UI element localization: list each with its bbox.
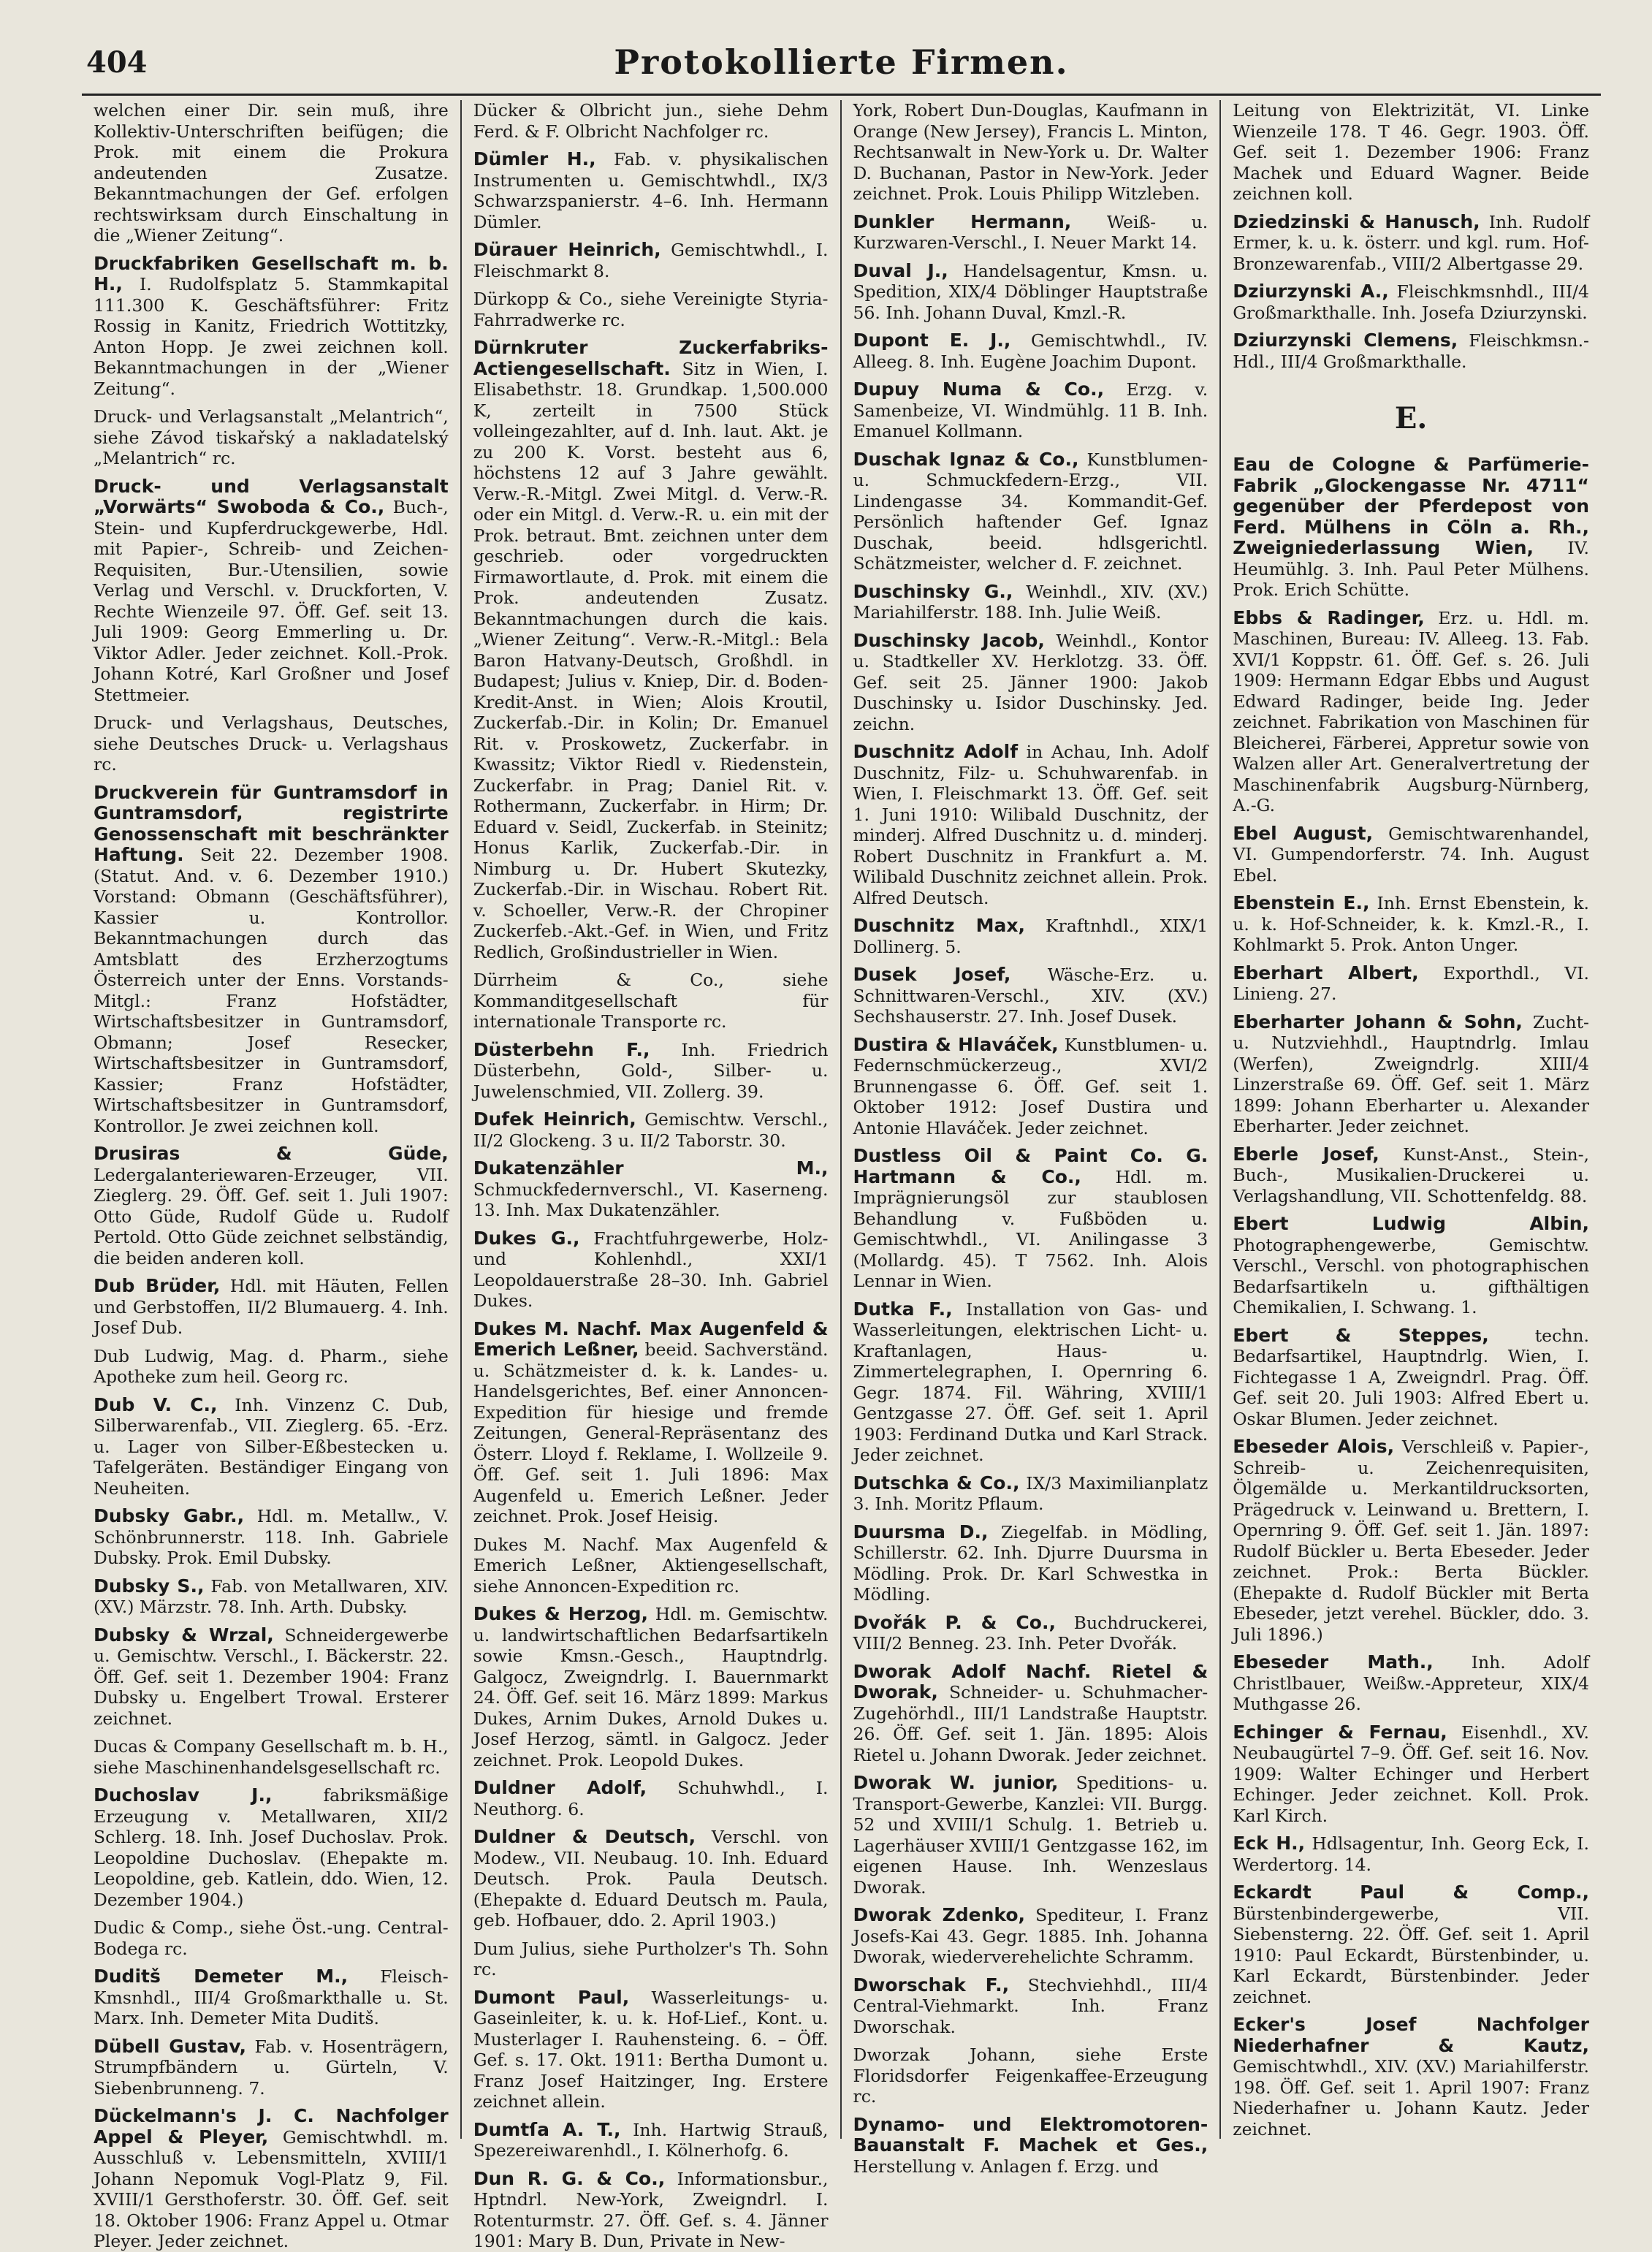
- firm-entry: [1233, 1437, 1589, 1645]
- firm-name: Duschinsky G.,: [853, 580, 1013, 602]
- firm-details: Buch-, Stein- und Kupferdruckgewerbe, Hdl. mit Papier-, Schreib- und Zeichen-Requisiten, Bur.-Utensilien, sowie Verlag und Verschl. v. Druckforten, V. Rechte Wienzeile 97. Öff. Gef. seit 13. Juli 1909: Georg Emmerling u. Dr. Viktor Adler. Jeder zeichnet. Koll.-Prok. Johann Kotré, Karl Großner und Josef Stettmeier.: [94, 497, 449, 705]
- firm-name: Duchoslav J.,: [94, 1784, 273, 1806]
- firm-name: Dukes M. Nachf. Max Augenfeld & Emerich Leßner,: [473, 1317, 829, 1360]
- firm-details: Dub Ludwig, Mag. d. Pharm., siehe Apotheke zum heil. Georg rc.: [94, 1345, 449, 1387]
- directory-columns: [82, 100, 1601, 2251]
- firm-details: Weinhdl., Kontor u. Stadtkeller XV. Herklotzg. 33. Öff. Gef. seit 25. Jänner 1900: Jakob Duschinsky u. Isidor Duschinsky. Jed. zeichn.: [853, 630, 1208, 734]
- firm-name: Dubsky Gabr.,: [94, 1505, 245, 1526]
- firm-name: Dürnkruter Zuckerfabriks-Actiengesellschaft.: [473, 337, 829, 379]
- firm-entry: [1233, 212, 1589, 275]
- firm-entry: [853, 631, 1208, 735]
- firm-entry: [473, 240, 829, 281]
- firm-entry: [473, 1319, 829, 1527]
- firm-entry: [853, 1299, 1208, 1466]
- firm-details: Ducas & Company Gesellschaft m. b. H., siehe Maschinenhandelsgesellschaft rc.: [94, 1736, 449, 1778]
- firm-entry: [853, 330, 1208, 372]
- firm-details: welchen einer Dir. sein muß, ihre Kollektiv-Unterschriften beifügen; die Prok. mit einem die Prokura andeutenden Zusatze. Bekanntmachungen der Gef. erfolgen rechtswirksam durch Einschaltung in die „Wiener Zeitung“.: [94, 100, 449, 246]
- firm-details: IX/3 Maximilianplatz 3. Inh. Moritz Pflaum.: [853, 1472, 1208, 1514]
- firm-entry: [1233, 1325, 1589, 1430]
- firm-details: Exporthdl., VI. Linieng. 27.: [1233, 962, 1589, 1004]
- firm-details: Seit 22. Dezember 1908. (Statut. And. v. 6. Dezember 1910.) Vorstand: Obmann (Geschäftsführer), Kassier u. Kontrollor. Bekanntmachungen durch das Amtsblatt des Erzherzogtums Österreich unter der Enns. Vorstands-Mitgl.: Franz Hofstädter, Wirtschaftsbesitzer in Guntramsdorf, Obmann; Josef Resecker, Wirtschaftsbesitzer in Guntramsdorf, Kassier; Franz Hofstädter, Wirtschaftsbesitzer in Guntramsdorf, Kontrollor. Je zwei zeichnen koll.: [94, 845, 449, 1136]
- firm-entry: [853, 1146, 1208, 1292]
- firm-details: Dürkopp & Co., siehe Vereinigte Styria-Fahrradwerke rc.: [473, 289, 829, 330]
- firm-details: Installation von Gas- und Wasserleitungen, elektrischen Licht- u. Kraftanlagen, Haus- u. Zimmertelegraphen, I. Opernring 6. Gegr. 1874. Fil. Währing, XVIII/1 Gentzgasse 27. Öff. Gef. seit 1. April 1903: Ferdinand Dutka und Karl Strack. Jeder zeichnet.: [853, 1298, 1208, 1465]
- firm-entry: [1233, 1722, 1589, 1827]
- firm-entry: [853, 379, 1208, 442]
- firm-details: Schmuckfedernverschl., VI. Kaserneng. 13. Inh. Max Dukatenzähler.: [473, 1179, 829, 1220]
- firm-details: Fleischkmsn.-Hdl., III/4 Großmarkthalle.: [1233, 330, 1589, 372]
- firm-details: Stechviehhdl., III/4 Central-Viehmarkt. Inh. Franz Dworschak.: [853, 1974, 1208, 2037]
- firm-name: Duval J.,: [853, 259, 948, 281]
- firm-details: Inh. Hartwig Strauß, Spezereiwarenhdl., I. Kölnerhofg. 6.: [473, 2119, 829, 2161]
- firm-entry: [473, 2169, 829, 2252]
- firm-details: Dum Julius, siehe Purtholzer's Th. Sohn rc.: [473, 1938, 829, 1979]
- firm-name: Dukes G.,: [473, 1227, 580, 1249]
- firm-entry: [1233, 1144, 1589, 1207]
- firm-name: Dückelmann's J. C. Nachfolger Appel & Pleyer,: [94, 2105, 449, 2148]
- column-2: [462, 100, 842, 2251]
- firm-entry: [94, 1346, 449, 1388]
- firm-details: Zucht- u. Nutzviehhdl., Hauptndrlg. Imlau (Werfen), Zweigndrlg. XIII/4 Linzerstraße 69. Öff. Gef. seit 1. März 1899: Johann Eberharter u. Alexander Eberharter. Jeder zeichnet.: [1233, 1011, 1589, 1136]
- firm-entry: [853, 261, 1208, 324]
- firm-entry: [94, 1736, 449, 1778]
- firm-details: Dworzak Johann, siehe Erste Floridsdorfer Feigenkaffee-Erzeugung rc.: [853, 2044, 1208, 2107]
- firm-entry: [94, 100, 449, 246]
- firm-details: Fab. v. physikalischen Instrumenten u. Gemischtwhdl., IX/3 Schwarzspanierstr. 4–6. Inh. Hermann Dümler.: [473, 149, 829, 232]
- firm-details: Speditions- u. Transport-Gewerbe, Kanzlei: VII. Burgg. 52 und XVIII/1 Schulg. 1. Betrieb u. Lagerhäuser XVIII/1 Gentzgasse 162, im eigenen Hause. Inh. Wenzeslaus Dworak.: [853, 1773, 1208, 1898]
- firm-name: Dutschka & Co.,: [853, 1472, 1020, 1494]
- firm-details: Photographengewerbe, Gemischtw. Verschl., Verschl. von photographischen Bedarfsartikeln u. gifthältigen Chemikalien, I. Schwang. 1.: [1233, 1234, 1589, 1317]
- firm-details: Kunstblumen- u. Schmuckfedern-Erzg., VII. Lindengasse 34. Kommandit-Gef. Persönlich haftender Gef. Ignaz Duschak, beeid. hdlsgerichtl. Schätzmeister, welcher d. F. zeichnet.: [853, 449, 1208, 574]
- firm-name: Ebert Ludwig Albin,: [1233, 1213, 1589, 1234]
- firm-details: Herstellung v. Anlagen f. Erzg. und: [853, 2156, 1159, 2177]
- firm-name: Dürauer Heinrich,: [473, 239, 661, 260]
- running-title: Protokollierte Firmen.: [614, 42, 1069, 82]
- firm-name: Dworak W. junior,: [853, 1772, 1059, 1793]
- firm-name: Eckardt Paul & Comp.,: [1233, 1882, 1589, 1903]
- firm-details: Bürstenbindergewerbe, VII. Siebensterng. 22. Öff. Gef. seit 1. April 1910: Paul Eckardt, Bürstenbinder, u. Karl Eckardt, Bürstenbinder. Jeder zeichnet.: [1233, 1903, 1589, 2007]
- firm-entry: [1233, 963, 1589, 1005]
- firm-name: Dworak Zdenko,: [853, 1904, 1026, 1925]
- firm-entry: [853, 100, 1208, 205]
- column-4: [1221, 100, 1601, 2139]
- firm-entry: [473, 1987, 829, 2112]
- firm-details: Fleischkmsnhdl., III/4 Großmarkthalle. Inh. Josefa Dziurzynski.: [1233, 281, 1589, 323]
- firm-name: Dun R. G. & Co.,: [473, 2167, 666, 2189]
- firm-entry: [94, 1966, 449, 2029]
- column-1: [82, 100, 462, 2251]
- firm-name: Dukatenzähler M.,: [473, 1157, 829, 1179]
- firm-entry: [473, 1827, 829, 1931]
- firm-entry: [94, 254, 449, 400]
- firm-details: Ledergalanteriewaren-Erzeuger, VII. Zieglerg. 29. Öff. Gef. seit 1. Juli 1907: Otto Güde, Rudolf Güde u. Rudolf Pertold. Otto Güde zeichnet selbständig, die beiden anderen koll.: [94, 1164, 449, 1268]
- firm-name: Dub V. C.,: [94, 1393, 218, 1415]
- firm-name: Echinger & Fernau,: [1233, 1721, 1447, 1743]
- firm-name: Dubsky & Wrzal,: [94, 1624, 274, 1646]
- firm-entry: [473, 289, 829, 330]
- firm-entry: [1233, 100, 1589, 205]
- firm-details: Gemischtwhdl., IV. Alleeg. 8. Inh. Eugène Joachim Dupont.: [853, 330, 1208, 372]
- firm-details: Gemischtwarenhandel, VI. Gumpendorferstr. 74. Inh. August Ebel.: [1233, 823, 1589, 886]
- firm-entry: [853, 742, 1208, 908]
- firm-entry: [94, 1506, 449, 1569]
- section-letter-heading: E.: [1394, 401, 1428, 435]
- firm-details: Druck- und Verlagsanstalt „Melantrich“, siehe Závod tiskařský a nakladatelský „Melantrich“ rc.: [94, 406, 449, 468]
- firm-name: Duursma D.,: [853, 1521, 989, 1542]
- firm-entry: [1233, 823, 1589, 886]
- firm-details: Informationsbur., Hptndrl. New-York, Zweigndrl. I. Rotenturmstr. 27. Öff. Gef. s. 4. Jänner 1901: Mary B. Dun, Private in New-: [473, 2168, 829, 2251]
- firm-details: fabriksmäßige Erzeugung v. Metallwaren, XII/2 Schlerg. 18. Inh. Josef Duchoslav. Prok. Leopoldine Duchoslav. (Ehepakte m. Leopoldine, geb. Katlein, ddo. Wien, 12. Dezember 1904.): [94, 1785, 449, 1910]
- firm-name: Dziurzynski A.,: [1233, 281, 1389, 302]
- firm-name: Ecker's Josef Nachfolger Niederhafner & Kautz,: [1233, 2014, 1589, 2056]
- firm-entry: [94, 2106, 449, 2252]
- firm-details: Weinhdl., XIV. (XV.) Mariahilferstr. 188. Inh. Julie Weiß.: [853, 581, 1208, 623]
- firm-entry: [473, 1228, 829, 1312]
- firm-entry: [94, 1144, 449, 1268]
- firm-name: Ebeseder Math.,: [1233, 1651, 1434, 1673]
- column-3: [842, 100, 1222, 2177]
- firm-name: Dustira & Hlaváček,: [853, 1033, 1059, 1055]
- firm-details: Wasserleitungs- u. Gaseinleiter, k. u. k. Hof-Lief., Kont. u. Musterlager I. Rauhensteing. 6. – Öff. Gef. s. 17. Okt. 1911: Bertha Dumont u. Franz Josef Haitzinger, Ing. Erstere zeichnet allein.: [473, 1987, 829, 2112]
- firm-name: Eberharter Johann & Sohn,: [1233, 1011, 1523, 1032]
- firm-name: Ebert & Steppes,: [1233, 1324, 1489, 1346]
- firm-name: Dübell Gustav,: [94, 2035, 246, 2057]
- firm-details: Gemischtw. Verschl., II/2 Glockeng. 3 u. II/2 Taborstr. 30.: [473, 1109, 829, 1151]
- firm-details: Kraftnhdl., XIX/1 Dollinerg. 5.: [853, 916, 1208, 957]
- firm-details: Spediteur, I. Franz Josefs-Kai 43. Gegr. 1885. Inh. Johanna Dworak, wiederverehelichte Schramm.: [853, 1905, 1208, 1967]
- firm-name: Dufek Heinrich,: [473, 1108, 636, 1130]
- firm-entry: [94, 1395, 449, 1499]
- firm-details: York, Robert Dun-Douglas, Kaufmann in Orange (New Jersey), Francis L. Minton, Rechtsanwalt in New-York u. Dr. Walter D. Buchanan, Pastor in New-York. Jeder zeichnet. Prok. Louis Philipp Witzleben.: [853, 100, 1208, 204]
- firm-name: Druckverein für Guntramsdorf in Guntramsdorf, registrirte Genossenschaft mit beschränkter Haftung.: [94, 781, 449, 865]
- firm-name: Duschnitz Max,: [853, 915, 1025, 936]
- firm-entry: [853, 1035, 1208, 1139]
- firm-name: Duschak Ignaz & Co.,: [853, 448, 1079, 470]
- firm-entry: [853, 1662, 1208, 1766]
- firm-name: Eau de Cologne & Parfümerie-Fabrik „Glockengasse Nr. 4711“ gegenüber der Pferdepost von Ferd. Mülhens in Cöln a. Rh., Zweigniederlassung Wien,: [1233, 454, 1589, 558]
- firm-name: Duschinsky Jacob,: [853, 629, 1045, 651]
- firm-details: Gemischtwhdl., I. Fleischmarkt 8.: [473, 240, 829, 281]
- firm-entry: [473, 1040, 829, 1103]
- firm-entry: [473, 1158, 829, 1221]
- firm-name: Eberhart Albert,: [1233, 962, 1419, 984]
- firm-name: Eck H.,: [1233, 1833, 1306, 1854]
- firm-name: Dümler H.,: [473, 148, 596, 170]
- firm-entry: [473, 149, 829, 232]
- firm-details: Fab. v. Hosenträgern, Strumpfbändern u. Gürteln, V. Siebenbrunneng. 7.: [94, 2036, 449, 2099]
- firm-entry: [473, 1534, 829, 1597]
- firm-entry: [853, 1473, 1208, 1515]
- firm-entry: [1233, 1652, 1589, 1715]
- firm-entry: [853, 582, 1208, 623]
- firm-name: Dustless Oil & Paint Co. G. Hartmann & Co.,: [853, 1145, 1208, 1187]
- firm-details: Hdl. m. Imprägnierungsöl zur staublosen Behandlung v. Fußböden u. Gemischtwhdl., VI. Anilingasse 3 (Mollardg. 45). T 7562. Inh. Alois Lennar in Wien.: [853, 1166, 1208, 1291]
- firm-entry: [94, 712, 449, 775]
- firm-name: Dupont E. J.,: [853, 330, 1011, 351]
- page-number: 404: [86, 45, 148, 80]
- firm-entry: [853, 1905, 1208, 1968]
- firm-details: Buchdruckerei, VIII/2 Benneg. 23. Inh. Peter Dvořák.: [853, 1612, 1208, 1654]
- firm-entry: [853, 1522, 1208, 1605]
- firm-details: IV. Heumühlg. 3. Inh. Paul Peter Mülhens. Prok. Erich Schütte.: [1233, 538, 1589, 600]
- firm-entry: [853, 916, 1208, 957]
- firm-name: Dumont Paul,: [473, 1986, 630, 2008]
- firm-details: Frachtfuhrgewerbe, Holz- und Kohlenhdl., XXI/1 Leopoldauerstraße 28–30. Inh. Gabriel Dukes.: [473, 1228, 829, 1311]
- firm-name: Ebbs & Radinger,: [1233, 606, 1425, 628]
- firm-name: Dupuy Numa & Co.,: [853, 378, 1105, 400]
- firm-details: Weiß- u. Kurzwaren-Verschl., I. Neuer Markt 14.: [853, 211, 1208, 253]
- firm-details: Hdl. m. Metallw., V. Schönbrunnerstr. 118. Inh. Gabriele Dubsky. Prok. Emil Dubsky.: [94, 1506, 449, 1568]
- firm-entry: [853, 1975, 1208, 2038]
- firm-details: Erzg. v. Samenbeize, VI. Windmühlg. 11 B. Inh. Emanuel Kollmann.: [853, 379, 1208, 441]
- firm-name: Ebenstein E.,: [1233, 892, 1370, 913]
- firm-details: Erz. u. Hdl. m. Maschinen, Bureau: IV. Alleeg. 13. Fab. XVI/1 Koppstr. 61. Öff. Gef. s. 26. Juli 1909: Hermann Edgar Ebbs und August Edward Radinger, beide Ing. Jeder zeichnet. Fabrikation von Maschinen für Bleicherei, Färberei, Appretur sowie von Walzen aller Art. Generalvertretung der Maschinenfabrik Augsburg-Nürnberg, A.-G.: [1233, 607, 1589, 815]
- firm-details: Ziegelfab. in Mödling, Schillerstr. 62. Inh. Djurre Duursma in Mödling. Prok. Dr. Karl Schwestka in Mödling.: [853, 1521, 1208, 1605]
- firm-name: Dusek Josef,: [853, 964, 1011, 985]
- firm-details: beeid. Sachverständ. u. Schätzmeister d. k. k. Landes- u. Handelsgerichtes, Bef. einer Annoncen-Expedition für hiesige und fremde Zeitungen, General-Repräsentanz des Österr. Lloyd f. Reklame, I. Wollzeile 9. Öff. Gef. seit 1. Juli 1896: Max Augenfeld u. Emerich Leßner. Jeder zeichnet. Prok. Josef Heisig.: [473, 1339, 829, 1526]
- firm-name: Duldner & Deutsch,: [473, 1826, 696, 1847]
- firm-entry: [473, 1604, 829, 1770]
- firm-name: Dukes & Herzog,: [473, 1603, 649, 1624]
- firm-entry: [94, 1785, 449, 1910]
- firm-name: Eberle Josef,: [1233, 1143, 1379, 1165]
- firm-name: Druckfabriken Gesellschaft m. b. H.,: [94, 252, 449, 294]
- firm-entry: [1233, 1214, 1589, 1318]
- firm-details: Kunstblumen- u. Federnschmückerzeug., XVI/2 Brunnengasse 6. Öff. Gef. seit 1. Oktober 1912: Josef Dustira und Antonie Hlaváček. Jeder zeichnet.: [853, 1034, 1208, 1138]
- firm-name: Dubsky S.,: [94, 1575, 205, 1597]
- firm-entry: [94, 1625, 449, 1730]
- firm-name: Ebeseder Alois,: [1233, 1436, 1395, 1457]
- firm-name: Duldner Adolf,: [473, 1777, 647, 1798]
- firm-name: Dutka F.,: [853, 1298, 953, 1320]
- firm-name: Dumtſa A. T.,: [473, 2118, 621, 2140]
- firm-details: Gemischtwhdl. m. Ausschluß v. Lebensmitteln, XVIII/1 Johann Nepomuk Vogl-Platz 9, Fil. XVIII/1 Gersthoferstr. 30. Öff. Gef. seit 18. Oktober 1906: Franz Appel u. Otmar Pleyer. Jeder zeichnet.: [94, 2126, 449, 2251]
- firm-details: Inh. Rudolf Ermer, k. u. k. österr. und kgl. rum. Hof-Bronzewarenfab., VIII/2 Albertgasse 29.: [1233, 211, 1589, 274]
- firm-name: Dub Brüder,: [94, 1275, 221, 1296]
- firm-details: Schuhwhdl., I. Neuthorg. 6.: [473, 1778, 829, 1819]
- firm-entry: [473, 100, 829, 142]
- firm-entry: [94, 406, 449, 469]
- firm-details: Dürrheim & Co., siehe Kommanditgesellschaft für internationale Transporte rc.: [473, 970, 829, 1032]
- firm-details: Fab. von Metallwaren, XIV. (XV.) Märzstr. 78. Inh. Arth. Dubsky.: [94, 1575, 449, 1617]
- firm-entry: [1233, 608, 1589, 816]
- firm-entry: [853, 1613, 1208, 1654]
- firm-details: Eisenhdl., XV. Neubaugürtel 7–9. Öff. Gef. seit 16. Nov. 1909: Walter Echinger und Herbert Echinger. Jeder zeichnet. Koll. Prok. Karl Kirch.: [1233, 1722, 1589, 1826]
- page-header: [82, 35, 1601, 96]
- firm-entry: [94, 476, 449, 706]
- firm-entry: [853, 965, 1208, 1027]
- firm-entry: [1233, 1012, 1589, 1137]
- firm-name: Drusiras & Güde,: [94, 1143, 449, 1164]
- firm-entry: [1233, 281, 1589, 323]
- firm-details: Hdl. m. Gemischtw. u. landwirtschaftlichen Bedarfsartikeln sowie Kmsn.-Gesch., Hauptndrlg. Galgocz, Zweigndrlg. I. Bauernmarkt 24. Öff. Gef. seit 16. März 1899: Markus Dukes, Arnim Dukes, Arnold Dukes u. Josef Herzog, sämtl. in Galgocz. Jeder zeichnet. Prok. Leopold Dukes.: [473, 1604, 829, 1770]
- firm-entry: [1233, 1833, 1589, 1875]
- firm-details: Verschleiß v. Papier-, Schreib- u. Zeichenrequisiten, Ölgemälde u. Merkantildrucksorten, Prägedruck v. Leinwand u. Brettern, I. Opernring 9. Öff. Gef. seit 1. Jän. 1897: Rudolf Bückler u. Berta Ebeseder. Jeder zeichnet. Prok.: Berta Bückler. (Ehepakte d. Rudolf Bückler mit Berta Ebeseder, jetzt verehel. Bückler, ddo. 3. Juli 1896.): [1233, 1437, 1589, 1645]
- firm-entry: [1233, 330, 1589, 372]
- firm-entry: [1233, 2015, 1589, 2139]
- firm-details: Dücker & Olbricht jun., siehe Dehm Ferd. & F. Olbricht Nachfolger rc.: [473, 100, 829, 142]
- firm-entry: [853, 2044, 1208, 2107]
- firm-name: Druck- und Verlagsanstalt „Vorwärts“ Swoboda & Co.,: [94, 475, 449, 517]
- firm-entry: [473, 2120, 829, 2161]
- firm-name: Dunkler Hermann,: [853, 210, 1072, 232]
- firm-details: Dudic & Comp., siehe Öst.-ung. Central-Bodega rc.: [94, 1917, 449, 1959]
- firm-entry: [853, 449, 1208, 574]
- firm-name: Dworak Adolf Nachf. Rietel & Dworak,: [853, 1660, 1208, 1703]
- firm-details: Dukes M. Nachf. Max Augenfeld & Emerich Leßner, Aktiengesellschaft, siehe Annoncen-Expedition rc.: [473, 1534, 829, 1597]
- firm-entry: [1233, 1882, 1589, 2007]
- firm-details: Gemischtwhdl., XIV. (XV.) Mariahilferstr. 198. Öff. Gef. seit 1. April 1907: Franz Niederhafner u. Johann Kautz. Jeder zeichnet.: [1233, 2056, 1589, 2139]
- firm-details: Fleisch-Kmsnhdl., III/4 Großmarkthalle u. St. Marx. Inh. Demeter Mita Duditš.: [94, 1966, 449, 2028]
- firm-details: Inh. Friedrich Düsterbehn, Gold-, Silber- u. Juwelenschmied, VII. Zollerg. 39.: [473, 1039, 829, 1102]
- firm-entry: [853, 212, 1208, 254]
- firm-entry: [473, 338, 829, 962]
- firm-name: Duschnitz Adolf: [853, 741, 1019, 762]
- firm-details: I. Rudolfsplatz 5. Stammkapital 111.300 K. Geschäftsführer: Fritz Rossig in Kanitz, Friedrich Wottitzky, Anton Hopp. Je zwei zeichnen koll. Bekanntmachungen in der „Wiener Zeitung“.: [94, 274, 449, 399]
- firm-name: Düsterbehn F.,: [473, 1038, 650, 1060]
- firm-name: Dworschak F.,: [853, 1974, 1010, 1996]
- firm-entry: [853, 2115, 1208, 2177]
- firm-details: Schneidergewerbe u. Gemischtw. Verschl., I. Bäckerstr. 22. Öff. Gef. seit 1. Dezember 1904: Franz Dubsky u. Engelbert Trowal. Ersterer zeichnet.: [94, 1624, 449, 1729]
- firm-details: Schneider- u. Schuhmacher-Zugehörhdl., III/1 Landstraße Hauptstr. 26. Öff. Gef. seit 1. Jän. 1895: Alois Rietel u. Johann Dworak. Jeder zeichnet.: [853, 1682, 1208, 1765]
- firm-details: Inh. Adolf Christlbauer, Weißw.-Appreteur, XIX/4 Muthgasse 26.: [1233, 1652, 1589, 1714]
- firm-details: Wäsche-Erz. u. Schnittwaren-Verschl., XIV. (XV.) Sechshauserstr. 27. Inh. Josef Dusek.: [853, 965, 1208, 1027]
- firm-details: in Achau, Inh. Adolf Duschnitz, Filz- u. Schuhwarenfab. in Wien, I. Fleischmarkt 13. Öff. Gef. seit 1. Juni 1910: Wilibald Duschnitz, der minderj. Alfred Duschnitz u. d. minderj. Robert Duschnitz in Frankfurt a. M. Wilibald Duschnitz zeichnet allein. Prok. Alfred Deutsch.: [853, 742, 1208, 908]
- firm-details: Hdl. mit Häuten, Fellen und Gerbstoffen, II/2 Blumauerg. 4. Inh. Josef Dub.: [94, 1276, 449, 1338]
- firm-entry: [473, 970, 829, 1032]
- firm-details: Verschl. von Modew., VII. Neubaug. 10. Inh. Eduard Deutsch. Prok. Paula Deutsch. (Ehepakte d. Eduard Deutsch m. Paula, geb. Hofbauer, ddo. 2. April 1903.): [473, 1827, 829, 1930]
- firm-entry: [473, 1109, 829, 1151]
- firm-entry: [94, 783, 449, 1137]
- firm-details: Druck- und Verlagshaus, Deutsches, siehe Deutsches Druck- u. Verlagshaus rc.: [94, 712, 449, 775]
- firm-details: Inh. Vinzenz C. Dub, Silberwarenfab., VII. Zieglerg. 65. -Erz. u. Lager von Silber-Eßbestecken u. Tafelgeräten. Beständiger Eingang von Neuheiten.: [94, 1394, 449, 1499]
- firm-name: Dynamo- und Elektromotoren-Bauanstalt F. Machek et Ges.,: [853, 2113, 1208, 2156]
- firm-details: Inh. Ernst Ebenstein, k. u. k. Hof-Schneider, k. k. Kmzl.-R., I. Kohlmarkt 5. Prok. Anton Unger.: [1233, 893, 1589, 955]
- firm-entry: [1233, 454, 1589, 601]
- firm-details: Hdlsagentur, Inh. Georg Eck, I. Werdertorg. 14.: [1233, 1833, 1589, 1875]
- firm-entry: [473, 1939, 829, 1980]
- firm-details: techn. Bedarfsartikel, Hauptndrlg. Wien, I. Fichtegasse 1 A, Zweigndrl. Prag. Öff. Gef. seit 20. Juli 1903: Alfred Ebert u. Oskar Blumen. Jeder zeichnet.: [1233, 1325, 1589, 1429]
- firm-entry: [94, 1917, 449, 1959]
- firm-entry: [1233, 893, 1589, 956]
- firm-entry: [94, 1576, 449, 1618]
- firm-name: Dziedzinski & Hanusch,: [1233, 210, 1480, 232]
- firm-details: Sitz in Wien, I. Elisabethstr. 18. Grundkap. 1,500.000 K, zerteilt in 7500 Stück volleingezahlter, auf d. Inh. laut. Akt. je zu 200 K. Vorst. besteht aus 6, höchstens 12 auf 3 Jahre gewählt. Verw.-R.-Mitgl. Zwei Mitgl. d. Verw.-R. oder ein Mitgl. d. Verw.-R. u. ein mit der Prok. betraut. Bmt. zeichnen unter dem geschrieb. oder vorgedruckten Firmawortlaute, d. Prok. mit einem die Prok. andeutenden Zusatz. Bekanntmachungen durch die kais. „Wiener Zeitung“. Verw.-R.-Mitgl.: Bela Baron Hatvany-Deutsch, Großhdl. in Budapest; Julius v. Kniep, Dir. d. Boden-Kredit-Anst. in Wien; Alois Kroutil, Zuckerfab.-Dir. in Kolin; Dr. Emanuel Rit. v. Proskowetz, Zuckerfabr. in Kwassitz; Viktor Riedl v. Riedenstein, Zuckerfabr. in Prag; Daniel Rit. v. Rothermann, Zuckerfabr. in Hirm; Dr. Eduard v. Seidl, Zuckerfab. in Steinitz; Honus Karlik, Zuckerfab.-Dir. in Nimburg u. Dr. Hubert Skutezky, Zuckerfab.-Dir. in Wischau. Robert Rit. v. Schoeller, Verw.-R. der Chropiner Zuckerfeb.-Akt.-Gef. in Wien, und Fritz Redlich, Großindustrieller in Wien.: [473, 358, 829, 962]
- firm-entry: [473, 1778, 829, 1819]
- firm-entry: [853, 1773, 1208, 1898]
- firm-name: Dvořák P. & Co.,: [853, 1611, 1056, 1633]
- firm-name: Duditš Demeter M.,: [94, 1966, 349, 1987]
- firm-details: Kunst-Anst., Stein-, Buch-, Musikalien-Druckerei u. Verlagshandlung, VII. Schottenfeldg. 88.: [1233, 1144, 1589, 1206]
- firm-name: Dziurzynski Clemens,: [1233, 330, 1458, 351]
- firm-name: Ebel August,: [1233, 822, 1374, 844]
- firm-entry: [94, 2036, 449, 2099]
- firm-details: Leitung von Elektrizität, VI. Linke Wienzeile 178. T 46. Gegr. 1903. Öff. Gef. seit 1. Dezember 1906: Franz Machek und Eduard Wagner. Beide zeichnen koll.: [1233, 100, 1589, 204]
- firm-entry: [94, 1276, 449, 1339]
- firm-details: Handelsagentur, Kmsn. u. Spedition, XIX/4 Döblinger Hauptstraße 56. Inh. Johann Duval, Kmzl.-R.: [853, 260, 1208, 323]
